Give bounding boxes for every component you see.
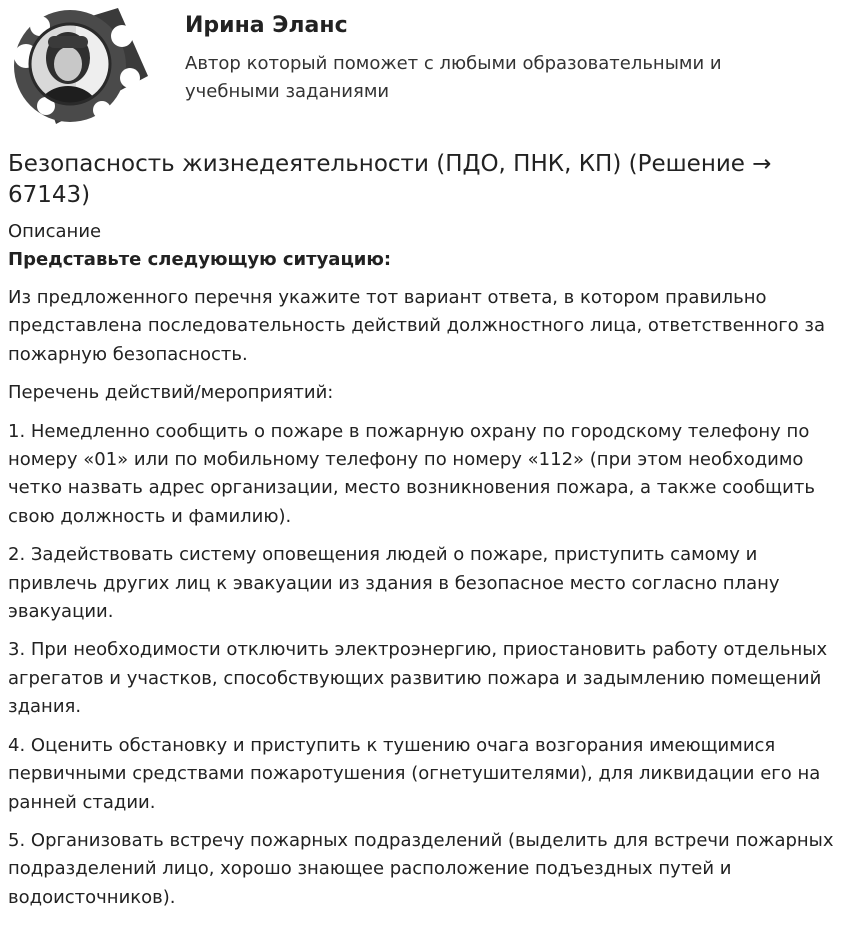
- action-item-5: 5. Организовать встречу пожарных подразделений (выделить для встречи пожарных подразделений лицо, хорошо знающее расположение подъездных путей и водоисточников).: [8, 829, 834, 908]
- author-avatar[interactable]: [6, 6, 152, 126]
- document-content: [0, 149, 847, 912]
- author-name[interactable]: Ирина Эланс: [185, 13, 348, 38]
- situation-heading: Представьте следующую ситуацию:: [8, 249, 392, 270]
- document-title: Безопасность жизнедеятельности (ПДО, ПНК, КП) (Решение → 67143): [8, 151, 772, 208]
- description-label: Описание: [8, 221, 102, 242]
- list-heading: Перечень действий/мероприятий:: [8, 382, 334, 404]
- action-item-4: 4. Оценить обстановку и приступить к тушению очага возгорания имеющимися первичными средствами пожаротушения (огнетушителями), для ликвидации его на ранней стадии.: [8, 734, 821, 813]
- intro-paragraph: Из предложенного перечня укажите тот вариант ответа, в котором правильно представлена последовательность действий должностного лица, ответственного за пожарную безопасность.: [8, 287, 825, 365]
- action-item-1: 1. Немедленно сообщить о пожаре в пожарную охрану по городскому телефону по номеру «01» или по мобильному телефону по номеру «112» (при этом необходимо четко назвать адрес организации, место возникновения пожара, а также сообщить свою должность и фамилию).: [8, 420, 815, 527]
- author-block: [0, 0, 847, 130]
- action-item-3: 3. При необходимости отключить электроэнергию, приостановить работу отдельных агрегатов и участков, способствующих развитию пожара и задымлению помещений здания.: [8, 639, 828, 718]
- author-description: Автор который поможет с любыми образовательными и учебными заданиями: [185, 53, 722, 102]
- action-item-2: 2. Задействовать систему оповещения людей о пожаре, приступить самому и привлечь других лиц к эвакуации из здания в безопасное место согласно плану эвакуации.: [8, 544, 780, 623]
